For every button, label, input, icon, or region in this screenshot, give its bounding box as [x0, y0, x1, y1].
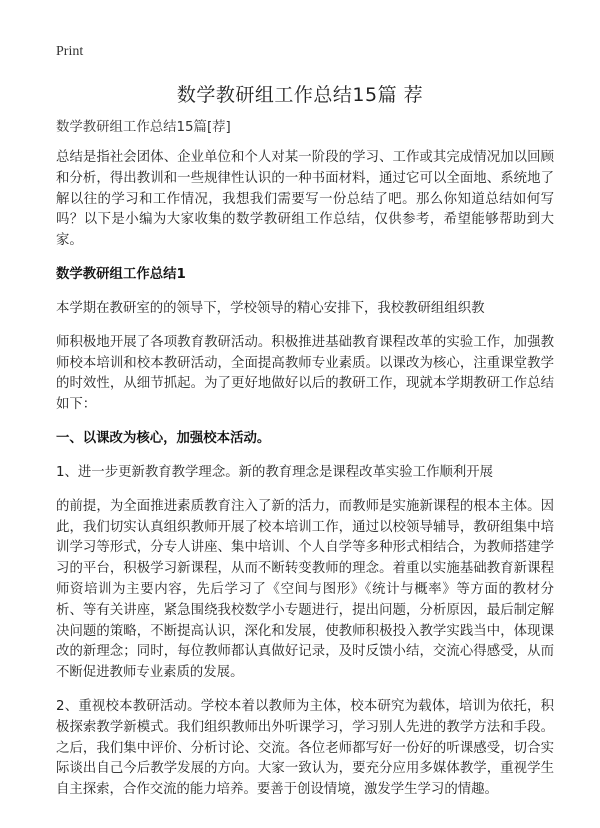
paragraph: 1、进一步更新教育教学理念。新的教育理念是课程改革实验工作顺利开展: [56, 464, 494, 480]
paragraph: 2、重视校本教研活动。学校本着以教师为主体，校本研究为载体，培训为依托，积极探索教学新模式。我们组织教师出外听课学习，学习别人先进的教学方法和手段。之后，我们集中评价、分析讨论、交流。各位老师都写好一份好的听课感受，切合实际谈出自己今后教学发展的方向。大家一致认为，要充分应用多媒体教学，重视学生自主探索，合作交流的能力培养。要善于创设情境，激发学生学习的情趣。: [56, 698, 554, 798]
paragraph: 本学期在教研室的的领导下，学校领导的精心安排下，我校教研组组织教: [56, 300, 485, 316]
section-heading: 数学教研组工作总结1: [56, 266, 186, 282]
article-subtitle: 数学教研组工作总结15篇[荐]: [56, 120, 231, 135]
paragraph: 师积极地开展了各项教育教研活动。积极推进基础教育课程改革的实验工作，加强教师校本培训和校本教研活动，全面提高教师专业素质。以课改为核心，注重课堂教学的时效性，从细节抓起。为了更好地做好以后的教研工作，现就本学期教研工作总结如下：: [56, 334, 554, 413]
subsection-heading: 一、以课改为核心，加强校本活动。: [56, 430, 271, 446]
page-title: 数学教研组工作总结15篇 荐: [176, 84, 424, 106]
print-link[interactable]: Print: [56, 44, 84, 59]
intro-paragraph: 总结是指社会团体、企业单位和个人对某一阶段的学习、工作或其完成情况加以回顾和分析，得出教训和一些规律性认识的一种书面材料，通过它可以全面地、系统地了解以往的学习和工作情况，我想我们需要写一份总结了吧。那么你知道总结如何写吗？以下是小编为大家收集的数学教研组工作总结，仅供参考，希望能够帮助到大家。: [56, 150, 554, 249]
paragraph: 的前提，为全面推进素质教育注入了新的活力，而教师是实施新课程的根本主体。因此，我们切实认真组织教师开展了校本培训工作，通过以校领导辅导，教研组集中培训学习等形式，分专人讲座、集中培训、个人自学等多种形式相结合，为教师搭建学习的平台，积极学习新课程，从而不断转变教师的理念。着重以实施基础教育新课程师资培训为主要内容，先后学习了《空间与图形》《统计与概率》等方面的教材分析、等有关讲座，紧急围绕我校数学小专题进行，提出问题，分析原因，最后制定解决问题的策略，不断提高认识，深化和发展，使教师积极投入教学实践当中，体现课改的新理念；同时，每位教师都认真做好记录，及时反馈小结，交流心得感受，从而不断促进教师专业素质的发展。: [56, 498, 554, 681]
article-body: [56, 118, 554, 814]
